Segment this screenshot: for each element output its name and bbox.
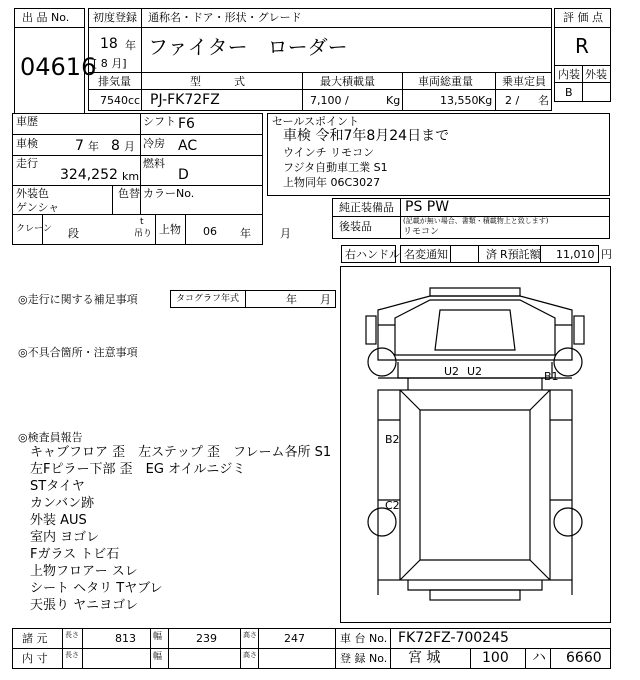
inspection-month-unit: 月 xyxy=(124,140,135,153)
inspection-month: 8 xyxy=(111,138,120,154)
inspection-label: 車検 xyxy=(16,137,38,150)
dimensions-label: 諸 元 xyxy=(22,632,48,645)
sales-point-line-2: ウインチ リモコン xyxy=(283,146,375,159)
plate-number: 6660 xyxy=(566,650,602,666)
height-label: 高さ xyxy=(243,631,257,639)
color-no-label: カラーNo. xyxy=(143,187,195,200)
vehicle-name: ファイター ローダー xyxy=(148,35,348,59)
body-year-unit: 年 xyxy=(240,227,251,240)
interior-length-label: 長さ xyxy=(65,651,79,659)
report-line: 上物フロアー スレ xyxy=(30,564,138,579)
interior-width-label: 幅 xyxy=(153,652,163,662)
overall-grade: R xyxy=(575,34,589,58)
crane-lift-unit: 吊り xyxy=(134,229,153,239)
report-line: キャブフロア 歪 左ステップ 歪 フレーム各所 S1 xyxy=(30,445,332,460)
fuel-value: D xyxy=(178,167,189,183)
vehicle-name-label: 通称名・ドア・形状・グレード xyxy=(148,11,302,24)
length-value: 813 xyxy=(115,632,136,645)
yen-unit: 円 xyxy=(601,248,612,261)
report-line: カンバン跡 xyxy=(30,496,95,511)
supplement-label: ◎走行に関する補足事項 xyxy=(18,293,138,306)
color-value: ゲンシャ xyxy=(16,201,60,214)
first-registration-label: 初度登録 xyxy=(93,11,137,24)
first-registration-year: 18 xyxy=(100,36,118,52)
height-value: 247 xyxy=(284,632,305,645)
chassis-label: 車 台 No. xyxy=(340,632,388,645)
damage-mark-c2: C2 xyxy=(385,499,400,512)
displacement-label: 排気量 xyxy=(98,75,131,88)
inspector-report-label: ◎検査員報告 xyxy=(18,431,83,444)
crane-ton-unit: t xyxy=(140,217,144,227)
damage-mark-u2-right: U2 xyxy=(467,365,483,378)
width-label: 幅 xyxy=(153,632,163,642)
grade-label: 評 価 点 xyxy=(563,11,603,24)
report-line: STタイヤ xyxy=(30,479,85,494)
recycle-deposit-label: R預託額 xyxy=(500,248,541,261)
sales-point-line-1: 車検 令和7年8月24日まで xyxy=(283,128,450,144)
aftermarket-value: リモコン xyxy=(403,227,440,237)
damage-mark-b1: B1 xyxy=(544,370,559,383)
gross-weight-unit: Kg xyxy=(478,94,493,107)
fuel-label: 燃料 xyxy=(143,157,165,170)
capacity-unit: 名 xyxy=(538,94,549,107)
model-code: PJ-FK72FZ xyxy=(150,92,220,108)
mileage-unit: km xyxy=(122,170,140,183)
sales-point-line-4: 上物同年 06C3027 xyxy=(283,176,381,189)
tachograph-label: タコグラフ年式 xyxy=(176,294,240,304)
plate-area: 宮 城 xyxy=(408,650,441,666)
equipment-label: 純正装備品 xyxy=(339,201,394,214)
report-line: シート ヘタリ Tヤブレ xyxy=(30,581,163,596)
model-label: 型 式 xyxy=(190,75,245,88)
max-load: 7,100 / xyxy=(310,94,349,107)
right-hand-drive: 右ハンドル xyxy=(345,248,400,261)
crane-label: クレーン xyxy=(16,224,52,234)
displacement: 7540 xyxy=(100,94,128,107)
shift-value: F6 xyxy=(178,116,195,132)
damage-mark-b2: B2 xyxy=(385,433,400,446)
shift-label: シフト xyxy=(143,115,176,128)
report-line: 天張り ヤニヨゴレ xyxy=(30,598,139,613)
defects-label: ◎不具合箇所・注意事項 xyxy=(18,346,138,359)
plate-label: 登 録 No. xyxy=(340,652,388,665)
report-line: 外装 AUS xyxy=(30,513,87,528)
interior-dims-label: 内 寸 xyxy=(22,652,48,665)
aftermarket-label: 後装品 xyxy=(339,220,372,233)
exterior-grade-label: 外装 xyxy=(585,68,607,81)
recycle-deposit: 11,010 xyxy=(556,248,595,261)
report-line: Fガラス トビ石 xyxy=(30,547,120,562)
body-year: 06 xyxy=(203,225,217,238)
sales-point-line-3: フジタ自動車工業 S1 xyxy=(283,161,388,174)
report-line: 室内 ヨゴレ xyxy=(30,530,100,545)
crane-stage-unit: 段 xyxy=(68,227,79,240)
body-label: 上物 xyxy=(159,223,181,236)
year-unit: 年 xyxy=(125,39,136,52)
aftermarket-note: (記載が無い場合、書類・積載物上と致します) xyxy=(403,217,549,225)
interior-grade-label: 内装 xyxy=(558,68,580,81)
damage-mark-u2-left: U2 xyxy=(444,365,460,378)
name-change-notice: 名変通知 xyxy=(404,248,448,261)
first-registration-month: [ 8 月] xyxy=(93,57,127,70)
report-line: 左Fピラー下部 歪 EG オイルニジミ xyxy=(30,462,246,477)
history-label: 車歴 xyxy=(16,115,38,128)
inspection-year: 7 xyxy=(75,138,84,154)
tachograph-year-unit: 年 xyxy=(286,293,297,306)
gross-weight: 13,550 xyxy=(440,94,479,107)
color-label: 外装色 xyxy=(16,187,49,200)
capacity: 2 / xyxy=(505,94,520,107)
capacity-label: 乗車定員 xyxy=(502,75,546,88)
plate-class: 100 xyxy=(482,650,509,666)
width-value: 239 xyxy=(196,632,217,645)
recycle-status: 済 xyxy=(486,248,497,261)
max-load-unit: Kg xyxy=(386,94,401,107)
mileage: 324,252 xyxy=(60,167,118,183)
gross-weight-label: 車両総重量 xyxy=(418,75,473,88)
mileage-label: 走行 xyxy=(16,157,38,170)
sales-point-label: セールスポイント xyxy=(272,115,360,128)
color-change-label: 色替 xyxy=(118,187,140,200)
tachograph-month-unit: 月 xyxy=(320,293,331,306)
ac-label: 冷房 xyxy=(143,137,165,150)
interior-height-label: 高さ xyxy=(243,651,257,659)
body-month-unit: 月 xyxy=(280,227,291,240)
equipment-value: PS PW xyxy=(405,199,450,215)
displacement-unit: cc xyxy=(128,94,141,107)
lot-no: 04616 xyxy=(20,53,97,81)
ac-value: AC xyxy=(178,138,198,154)
interior-grade: B xyxy=(565,86,573,99)
inspection-year-unit: 年 xyxy=(88,140,99,153)
length-label: 長さ xyxy=(65,631,79,639)
max-load-label: 最大積載量 xyxy=(320,75,375,88)
chassis-number: FK72FZ-700245 xyxy=(398,630,509,646)
plate-kana: ハ xyxy=(532,650,546,666)
lot-no-label: 出 品 No. xyxy=(22,11,70,24)
